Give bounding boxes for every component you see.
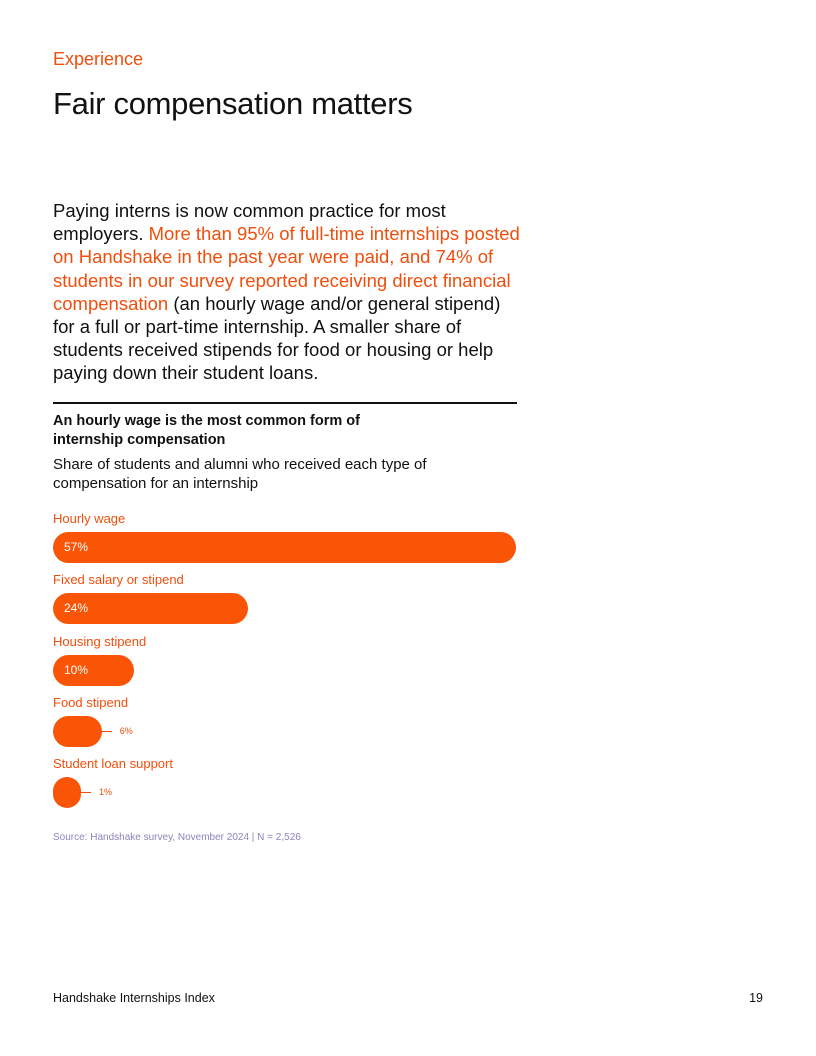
value-leader-line	[79, 792, 91, 793]
chart-row	[53, 694, 517, 755]
intro-paragraph	[53, 199, 523, 385]
bar-value-label: 57%	[64, 540, 89, 554]
value-leader-line	[100, 731, 112, 732]
section-divider	[53, 402, 517, 404]
chart-row	[53, 571, 517, 632]
chart-title: An hourly wage is the most common form of internship compensation	[53, 413, 360, 448]
bar	[53, 532, 516, 563]
bar-chart	[53, 510, 517, 816]
chart-row	[53, 755, 517, 816]
bar-value-label: 10%	[64, 662, 89, 677]
source-note: Source: Handshake survey, November 2024 | N = 2,526	[53, 832, 301, 843]
chart-row	[53, 510, 517, 571]
category-label: Hourly wage	[53, 511, 126, 526]
bar-value-label: 6%	[119, 725, 133, 736]
category-label: Fixed salary or stipend	[53, 572, 184, 588]
footer-page-number: 19	[749, 991, 763, 1005]
bar-value-label: 24%	[64, 601, 89, 616]
intro-text-part2: (an hourly wage and/or general stipend) for a full or part-time internship. A smaller share of students received stipends for food or housing or help paying down their student loans.	[53, 292, 501, 384]
bar-value-label: 1%	[99, 787, 113, 798]
section-eyebrow: Experience	[53, 49, 144, 69]
bar	[53, 777, 81, 808]
category-label: Student loan support	[53, 756, 173, 772]
category-label: Food stipend	[53, 694, 129, 710]
chart-row	[53, 633, 517, 694]
category-label: Housing stipend	[53, 633, 147, 649]
intro-highlight: More than 95% of full-time internships posted on Handshake in the past year were paid, and 74% of students in our survey reported receiving direct financial compensation	[53, 223, 520, 314]
chart-subtitle: Share of students and alumni who received each type of compensation for an internship	[53, 456, 427, 492]
footer-publication: Handshake Internships Index	[53, 991, 215, 1005]
bar	[53, 716, 102, 747]
bar	[53, 593, 248, 624]
page-title: Fair compensation matters	[53, 86, 413, 121]
bar	[53, 655, 134, 686]
intro-text-part1: Paying interns is now common practice for most employers.	[53, 200, 446, 245]
